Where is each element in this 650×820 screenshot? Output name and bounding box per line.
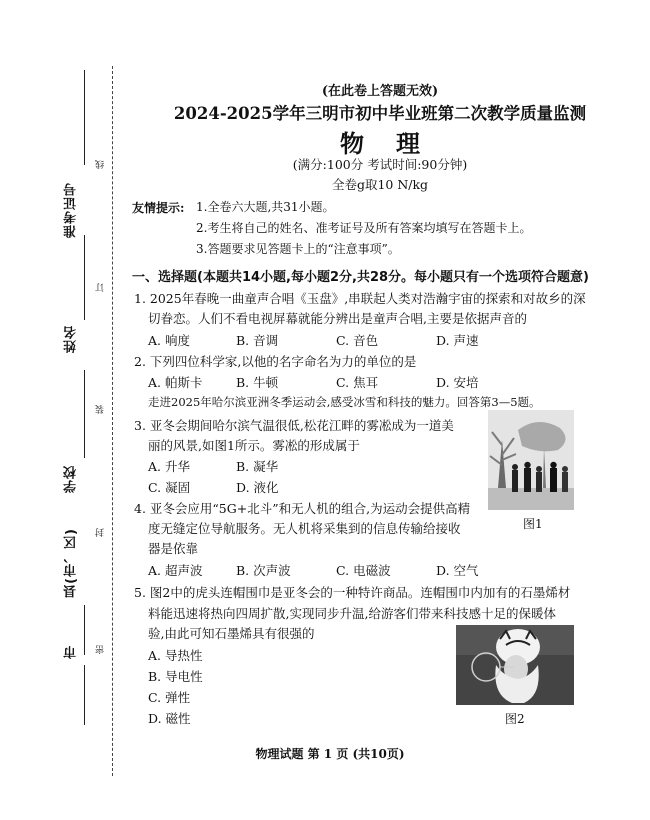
q5-line3: 验,由此可知石墨烯具有很强的 <box>148 626 315 641</box>
q2-option-c: C. 焦耳 <box>336 375 379 390</box>
q4-option-a: A. 超声波 <box>148 563 203 578</box>
q5-option-d: D. 磁性 <box>148 711 191 726</box>
q4-line2: 度无缝定位导航服务。无人机将采集到的信息传输给接收 <box>148 521 461 536</box>
section-heading: 一、选择题(本题共14小题,每小题2分,共28分。每小题只有一个选项符合题意) <box>132 270 589 285</box>
invalid-note: (在此卷上答题无效) <box>321 84 439 99</box>
name-label: 姓名 <box>64 325 79 353</box>
tip-item: 2.考生将自己的姓名、准考证号及所有答案均填写在答题卡上。 <box>196 221 532 235</box>
q3-option-d: D. 液化 <box>236 480 279 495</box>
q5-option-a: A. 导热性 <box>148 648 203 663</box>
tip-item: 1.全卷六大题,共31小题。 <box>196 200 335 214</box>
school-blank <box>84 370 85 458</box>
cut-mark: 密 <box>96 645 106 654</box>
figure-1-illustration <box>488 410 574 510</box>
tips-head: 友情提示: <box>132 201 185 215</box>
q2-line1: 2. 下列四位科学家,以他的名字命名为力的单位的是 <box>134 354 417 369</box>
cut-mark: 订 <box>96 283 106 292</box>
q5-line2: 料能迅速将热向四周扩散,实现同步升温,给游客们带来科技感十足的保暖体 <box>148 606 556 621</box>
q1-option-a: A. 响度 <box>148 333 190 348</box>
cut-mark: 装 <box>96 405 106 414</box>
figure-1-caption: 图1 <box>523 517 543 531</box>
q1-option-b: B. 音调 <box>236 333 279 348</box>
county-blank <box>84 605 85 655</box>
figure-2-scarf-photo <box>456 625 574 705</box>
q4-option-b: B. 次声波 <box>236 563 291 578</box>
q4-option-c: C. 电磁波 <box>336 563 391 578</box>
q1-line2: 切眷恋。人们不看电视屏幕就能分辨出是童声合唱,主要是依据声音的 <box>148 311 527 326</box>
cut-mark: 线 <box>96 160 106 169</box>
q4-option-d: D. 空气 <box>436 563 479 578</box>
subject-title: 物理 <box>340 129 452 158</box>
figure-2-illustration <box>456 625 574 705</box>
q4-line3: 器是依靠 <box>148 541 199 556</box>
tip-item: 3.答题要求见答题卡上的“注意事项”。 <box>196 242 400 256</box>
exam-id-label: 准考证号 <box>64 182 79 238</box>
figure-1-rime-photo <box>488 410 574 510</box>
page-footer: 物理试题 第 1 页 (共10页) <box>255 747 405 761</box>
county-label: 县(市、区) <box>64 528 79 598</box>
q5-line1: 5. 图2中的虎头连帽围巾是亚冬会的一种特许商品。连帽围巾内加有的石墨烯材 <box>134 585 571 600</box>
city-label: 市 <box>64 645 79 659</box>
school-label: 学校 <box>64 465 79 493</box>
q5-option-c: C. 弹性 <box>148 690 191 705</box>
city-blank <box>84 665 85 725</box>
score-time: (满分:100分 考试时间:90分钟) <box>292 157 468 172</box>
q3-option-b: B. 凝华 <box>236 459 279 474</box>
q3-line2: 丽的风景,如图1所示。雾凇的形成属于 <box>148 438 360 453</box>
q1-option-d: D. 声速 <box>436 333 479 348</box>
exam-id-blank <box>84 70 85 165</box>
exam-title: 2024-2025学年三明市初中毕业班第二次教学质量监测 <box>173 104 587 123</box>
q3-option-c: C. 凝固 <box>148 480 191 495</box>
q3-line1: 3. 亚冬会期间哈尔滨气温很低,松花江畔的雾凇成为一道美 <box>134 418 454 433</box>
q2-option-d: D. 安培 <box>436 375 479 390</box>
name-blank <box>84 235 85 320</box>
group-intro: 走进2025年哈尔滨亚洲冬季运动会,感受冰雪和科技的魅力。回答第3—5题。 <box>148 395 541 409</box>
q3-option-a: A. 升华 <box>148 459 190 474</box>
q2-option-b: B. 牛顿 <box>236 375 279 390</box>
q2-option-a: A. 帕斯卡 <box>148 375 203 390</box>
g-value: 全卷g取10 N/kg <box>331 177 429 192</box>
q5-option-b: B. 导电性 <box>148 669 203 684</box>
tips-block <box>132 198 184 218</box>
binding-dashed-line <box>112 66 113 776</box>
figure-2-caption: 图2 <box>505 712 525 726</box>
cut-mark: 封 <box>96 528 106 537</box>
q1-line1: 1. 2025年春晚一曲童声合唱《玉盘》,串联起人类对浩瀚宇宙的探索和对故乡的深 <box>134 291 586 306</box>
q4-line1: 4. 亚冬会应用“5G+北斗”和无人机的组合,为运动会提供高精 <box>134 501 471 516</box>
q1-option-c: C. 音色 <box>336 333 379 348</box>
